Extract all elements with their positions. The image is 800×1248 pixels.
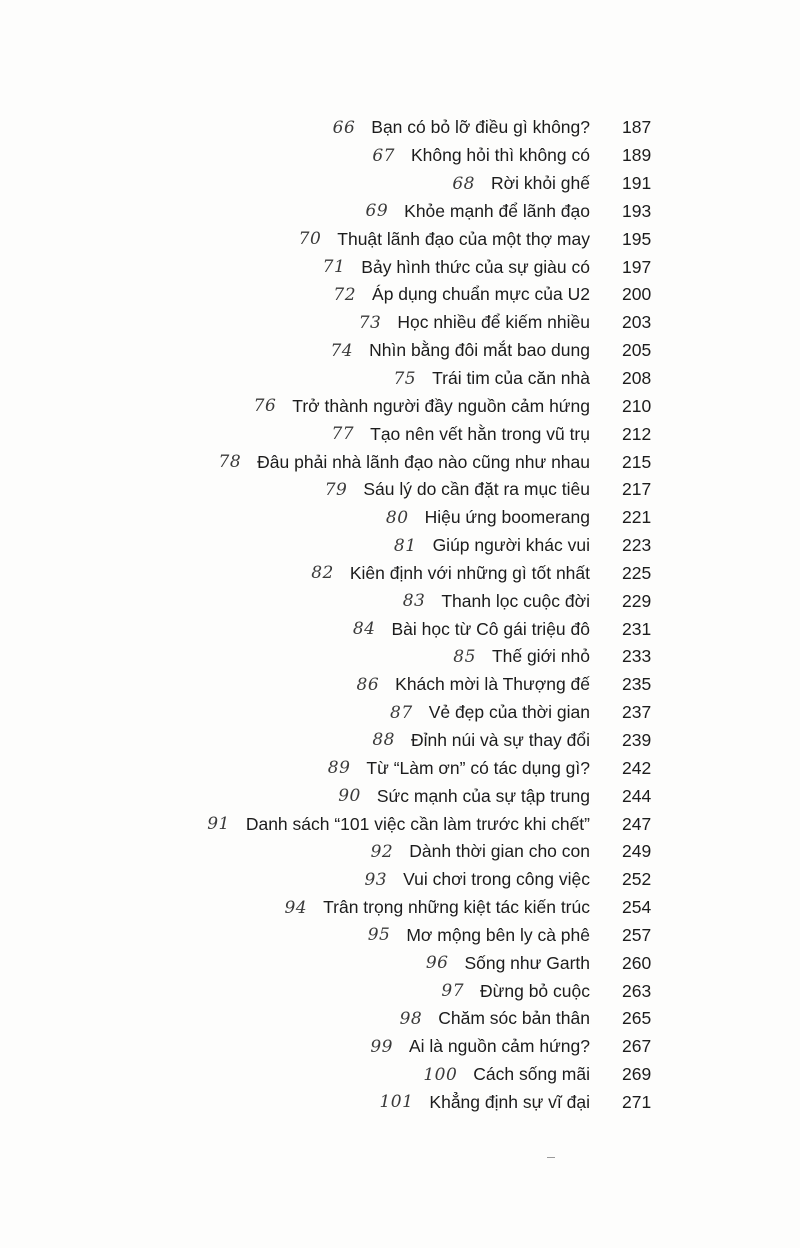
entry-page-number: 217 — [622, 479, 652, 500]
entry-number: 89 — [327, 758, 351, 779]
entry-number: 91 — [207, 814, 230, 835]
toc-entry-heading — [441, 977, 590, 1005]
toc-entry — [0, 921, 800, 949]
entry-number: 74 — [330, 340, 354, 361]
entry-number: 81 — [393, 535, 417, 556]
entry-title: Học nhiều để kiếm nhiều — [397, 312, 590, 333]
entry-title: Mơ mộng bên ly cà phê — [406, 924, 590, 945]
toc-entry — [0, 142, 800, 170]
entry-number: 70 — [298, 229, 322, 250]
toc-entry-heading — [366, 198, 590, 226]
entry-number: 82 — [311, 563, 334, 584]
entry-title: Sống như Garth — [464, 952, 590, 973]
entry-title: Thế giới nhỏ — [491, 646, 590, 667]
toc-entry — [0, 170, 800, 198]
entry-title: Bài học từ Cô gái triệu đô — [391, 618, 590, 639]
entry-number: 83 — [402, 591, 426, 612]
entry-number: 97 — [441, 981, 465, 1002]
toc-entry-heading — [372, 727, 590, 755]
entry-page-number: 223 — [622, 535, 652, 556]
toc-entry-heading — [325, 476, 590, 504]
entry-number: 100 — [423, 1064, 458, 1085]
toc-entry-heading — [371, 838, 590, 866]
toc-entry-heading — [311, 560, 590, 588]
toc-entry-heading — [390, 699, 590, 727]
toc-entry-heading — [403, 587, 590, 615]
entry-number: 99 — [370, 1036, 393, 1057]
entry-page-number: 267 — [622, 1036, 652, 1057]
entry-title: Không hỏi thì không có — [410, 145, 590, 166]
toc-entry — [0, 560, 800, 588]
entry-title: Trái tim của căn nhà — [432, 368, 590, 389]
entry-page-number: 257 — [622, 924, 652, 945]
entry-number: 78 — [218, 452, 242, 473]
toc-entry-heading — [333, 281, 590, 309]
entry-page-number: 239 — [622, 729, 652, 750]
toc-entry-heading — [254, 392, 590, 420]
entry-title: Bảy hình thức của sự giàu có — [361, 256, 590, 277]
entry-title: Hiệu ứng boomerang — [424, 507, 590, 528]
entry-number: 66 — [332, 117, 356, 138]
entry-title: Đừng bỏ cuộc — [480, 980, 590, 1001]
entry-number: 86 — [356, 674, 380, 695]
toc-entry-heading — [299, 225, 590, 253]
entry-page-number: 237 — [622, 702, 652, 723]
entry-page-number: 221 — [622, 507, 652, 528]
toc-entry-heading — [284, 894, 590, 922]
toc-entry-heading — [368, 921, 590, 949]
toc-entry — [0, 754, 800, 782]
entry-title: Khách mời là Thượng đế — [395, 674, 590, 695]
entry-page-number: 271 — [622, 1091, 652, 1112]
toc-entry — [0, 476, 800, 504]
entry-page-number: 200 — [622, 284, 652, 305]
toc-entry — [0, 1033, 800, 1061]
toc-entry — [0, 309, 800, 337]
entry-page-number: 210 — [622, 395, 652, 416]
entry-page-number: 247 — [622, 813, 652, 834]
entry-page-number: 244 — [622, 785, 652, 806]
entry-page-number: 215 — [622, 451, 652, 472]
entry-title: Khẳng định sự vĩ đại — [429, 1091, 590, 1112]
toc-entry — [0, 198, 800, 226]
entry-title: Sáu lý do cần đặt ra mục tiêu — [363, 479, 590, 500]
toc-entry — [0, 727, 800, 755]
entry-page-number: 249 — [622, 841, 652, 862]
entry-title: Thuật lãnh đạo của một thợ may — [337, 228, 590, 249]
entry-number: 93 — [364, 869, 388, 890]
entry-number: 94 — [284, 897, 308, 918]
toc-entry — [0, 643, 800, 671]
entry-title: Cách sống mãi — [473, 1064, 590, 1085]
toc-entry-heading — [338, 782, 590, 810]
entry-number: 88 — [372, 730, 395, 751]
toc-entry — [0, 365, 800, 393]
entry-number: 75 — [393, 368, 417, 389]
entry-title: Rời khỏi ghế — [490, 173, 590, 194]
entry-page-number: 242 — [622, 757, 652, 778]
entry-number: 87 — [390, 702, 413, 723]
entry-title: Giúp người khác vui — [432, 535, 590, 556]
toc-entry-heading — [379, 1089, 590, 1117]
entry-number: 67 — [372, 145, 395, 166]
entry-title: Vẻ đẹp của thời gian — [428, 702, 590, 723]
toc-entry-heading — [423, 1061, 590, 1089]
entry-number: 73 — [358, 312, 382, 333]
toc-entry — [0, 1005, 800, 1033]
entry-number: 77 — [331, 424, 355, 445]
toc-entry — [0, 587, 800, 615]
entry-page-number: 191 — [622, 173, 652, 194]
toc-entry — [0, 225, 800, 253]
entry-page-number: 254 — [622, 897, 652, 918]
entry-number: 80 — [385, 507, 409, 528]
toc-entry-heading — [426, 949, 590, 977]
toc-entry — [0, 337, 800, 365]
entry-title: Áp dụng chuẩn mực của U2 — [372, 284, 590, 305]
toc-entry-heading — [386, 504, 590, 532]
entry-title: Dành thời gian cho con — [409, 841, 590, 862]
entry-page-number: 212 — [622, 423, 652, 444]
toc-entry — [0, 532, 800, 560]
toc-entry-heading — [330, 337, 590, 365]
entry-page-number: 203 — [622, 312, 652, 333]
entry-title: Bạn có bỏ lỡ điều gì không? — [371, 117, 590, 138]
entry-title: Vui chơi trong công việc — [403, 869, 590, 890]
entry-title: Khỏe mạnh để lãnh đạo — [404, 200, 590, 221]
toc-entry-heading — [453, 643, 590, 671]
entry-page-number: 231 — [622, 618, 652, 639]
entry-page-number: 265 — [622, 1008, 652, 1029]
toc-entry — [0, 838, 800, 866]
entry-title: Đâu phải nhà lãnh đạo nào cũng như nhau — [257, 451, 590, 472]
entry-page-number: 252 — [622, 869, 652, 890]
toc-entry-heading — [353, 615, 590, 643]
entry-number: 85 — [453, 646, 476, 667]
entry-title: Kiên định với những gì tốt nhất — [349, 562, 590, 583]
entry-number: 92 — [370, 841, 394, 862]
toc-entry-heading — [359, 309, 590, 337]
entry-page-number: 235 — [622, 674, 652, 695]
toc-entry-heading — [323, 253, 590, 281]
entry-number: 68 — [452, 173, 475, 194]
toc-entry — [0, 504, 800, 532]
toc-entry — [0, 615, 800, 643]
toc-entry-heading — [394, 532, 590, 560]
entry-title: Chăm sóc bản thân — [438, 1008, 590, 1029]
entry-page-number: 193 — [622, 200, 652, 221]
entry-title: Trở thành người đầy nguồn cảm hứng — [292, 395, 590, 416]
toc-entry — [0, 810, 800, 838]
entry-number: 98 — [399, 1008, 423, 1029]
toc-entry — [0, 671, 800, 699]
entry-title: Danh sách “101 việc cần làm trước khi chết” — [245, 813, 590, 834]
entry-title: Đỉnh núi và sự thay đổi — [410, 729, 590, 750]
entry-title: Trân trọng những kiệt tác kiến trúc — [323, 897, 590, 918]
toc-entry — [0, 420, 800, 448]
entry-number: 69 — [365, 201, 389, 222]
toc-entry — [0, 1089, 800, 1117]
entry-number: 71 — [322, 257, 346, 278]
toc-entry — [0, 1061, 800, 1089]
entry-title: Ai là nguồn cảm hứng? — [409, 1036, 590, 1057]
entry-title: Tạo nên vết hằn trong vũ trụ — [370, 423, 590, 444]
entry-page-number: 208 — [622, 368, 652, 389]
toc-entry-heading — [333, 114, 590, 142]
entry-number: 72 — [333, 284, 357, 305]
toc-entry-heading — [357, 671, 591, 699]
entry-page-number: 195 — [622, 228, 652, 249]
entry-page-number: 189 — [622, 145, 652, 166]
table-of-contents — [0, 114, 800, 1116]
toc-entry — [0, 448, 800, 476]
toc-entry — [0, 253, 800, 281]
entry-number: 76 — [253, 396, 277, 417]
toc-entry — [0, 977, 800, 1005]
toc-entry — [0, 281, 800, 309]
toc-entry — [0, 114, 800, 142]
toc-entry — [0, 699, 800, 727]
toc-entry-heading — [393, 365, 590, 393]
entry-title: Sức mạnh của sự tập trung — [376, 785, 590, 806]
toc-entry-heading — [400, 1005, 590, 1033]
entry-page-number: 205 — [622, 340, 652, 361]
entry-page-number: 269 — [622, 1064, 652, 1085]
toc-entry-heading — [370, 1033, 590, 1061]
entry-page-number: 197 — [622, 256, 652, 277]
toc-entry — [0, 894, 800, 922]
toc-entry-heading — [372, 142, 590, 170]
toc-entry-heading — [207, 810, 590, 838]
entry-number: 79 — [324, 479, 348, 500]
entry-number: 95 — [367, 925, 391, 946]
entry-number: 84 — [352, 619, 376, 640]
entry-number: 101 — [379, 1092, 414, 1113]
entry-number: 90 — [338, 786, 361, 807]
toc-entry-heading — [328, 754, 590, 782]
entry-page-number: 263 — [622, 980, 652, 1001]
entry-number: 96 — [425, 953, 449, 974]
toc-entry — [0, 866, 800, 894]
entry-page-number: 187 — [622, 117, 652, 138]
entry-title: Từ “Làm ơn” có tác dụng gì? — [366, 757, 590, 778]
toc-entry — [0, 392, 800, 420]
toc-entry-heading — [364, 866, 590, 894]
entry-page-number: 225 — [622, 562, 652, 583]
entry-title: Thanh lọc cuộc đời — [441, 590, 590, 611]
entry-page-number: 260 — [622, 952, 652, 973]
toc-entry-heading — [452, 170, 590, 198]
entry-page-number: 233 — [622, 646, 652, 667]
toc-entry — [0, 949, 800, 977]
toc-entry-heading — [331, 420, 590, 448]
entry-page-number: 229 — [622, 590, 652, 611]
toc-entry — [0, 782, 800, 810]
page-mark — [547, 1157, 555, 1158]
entry-title: Nhìn bằng đôi mắt bao dung — [369, 340, 590, 361]
toc-entry-heading — [219, 448, 590, 476]
